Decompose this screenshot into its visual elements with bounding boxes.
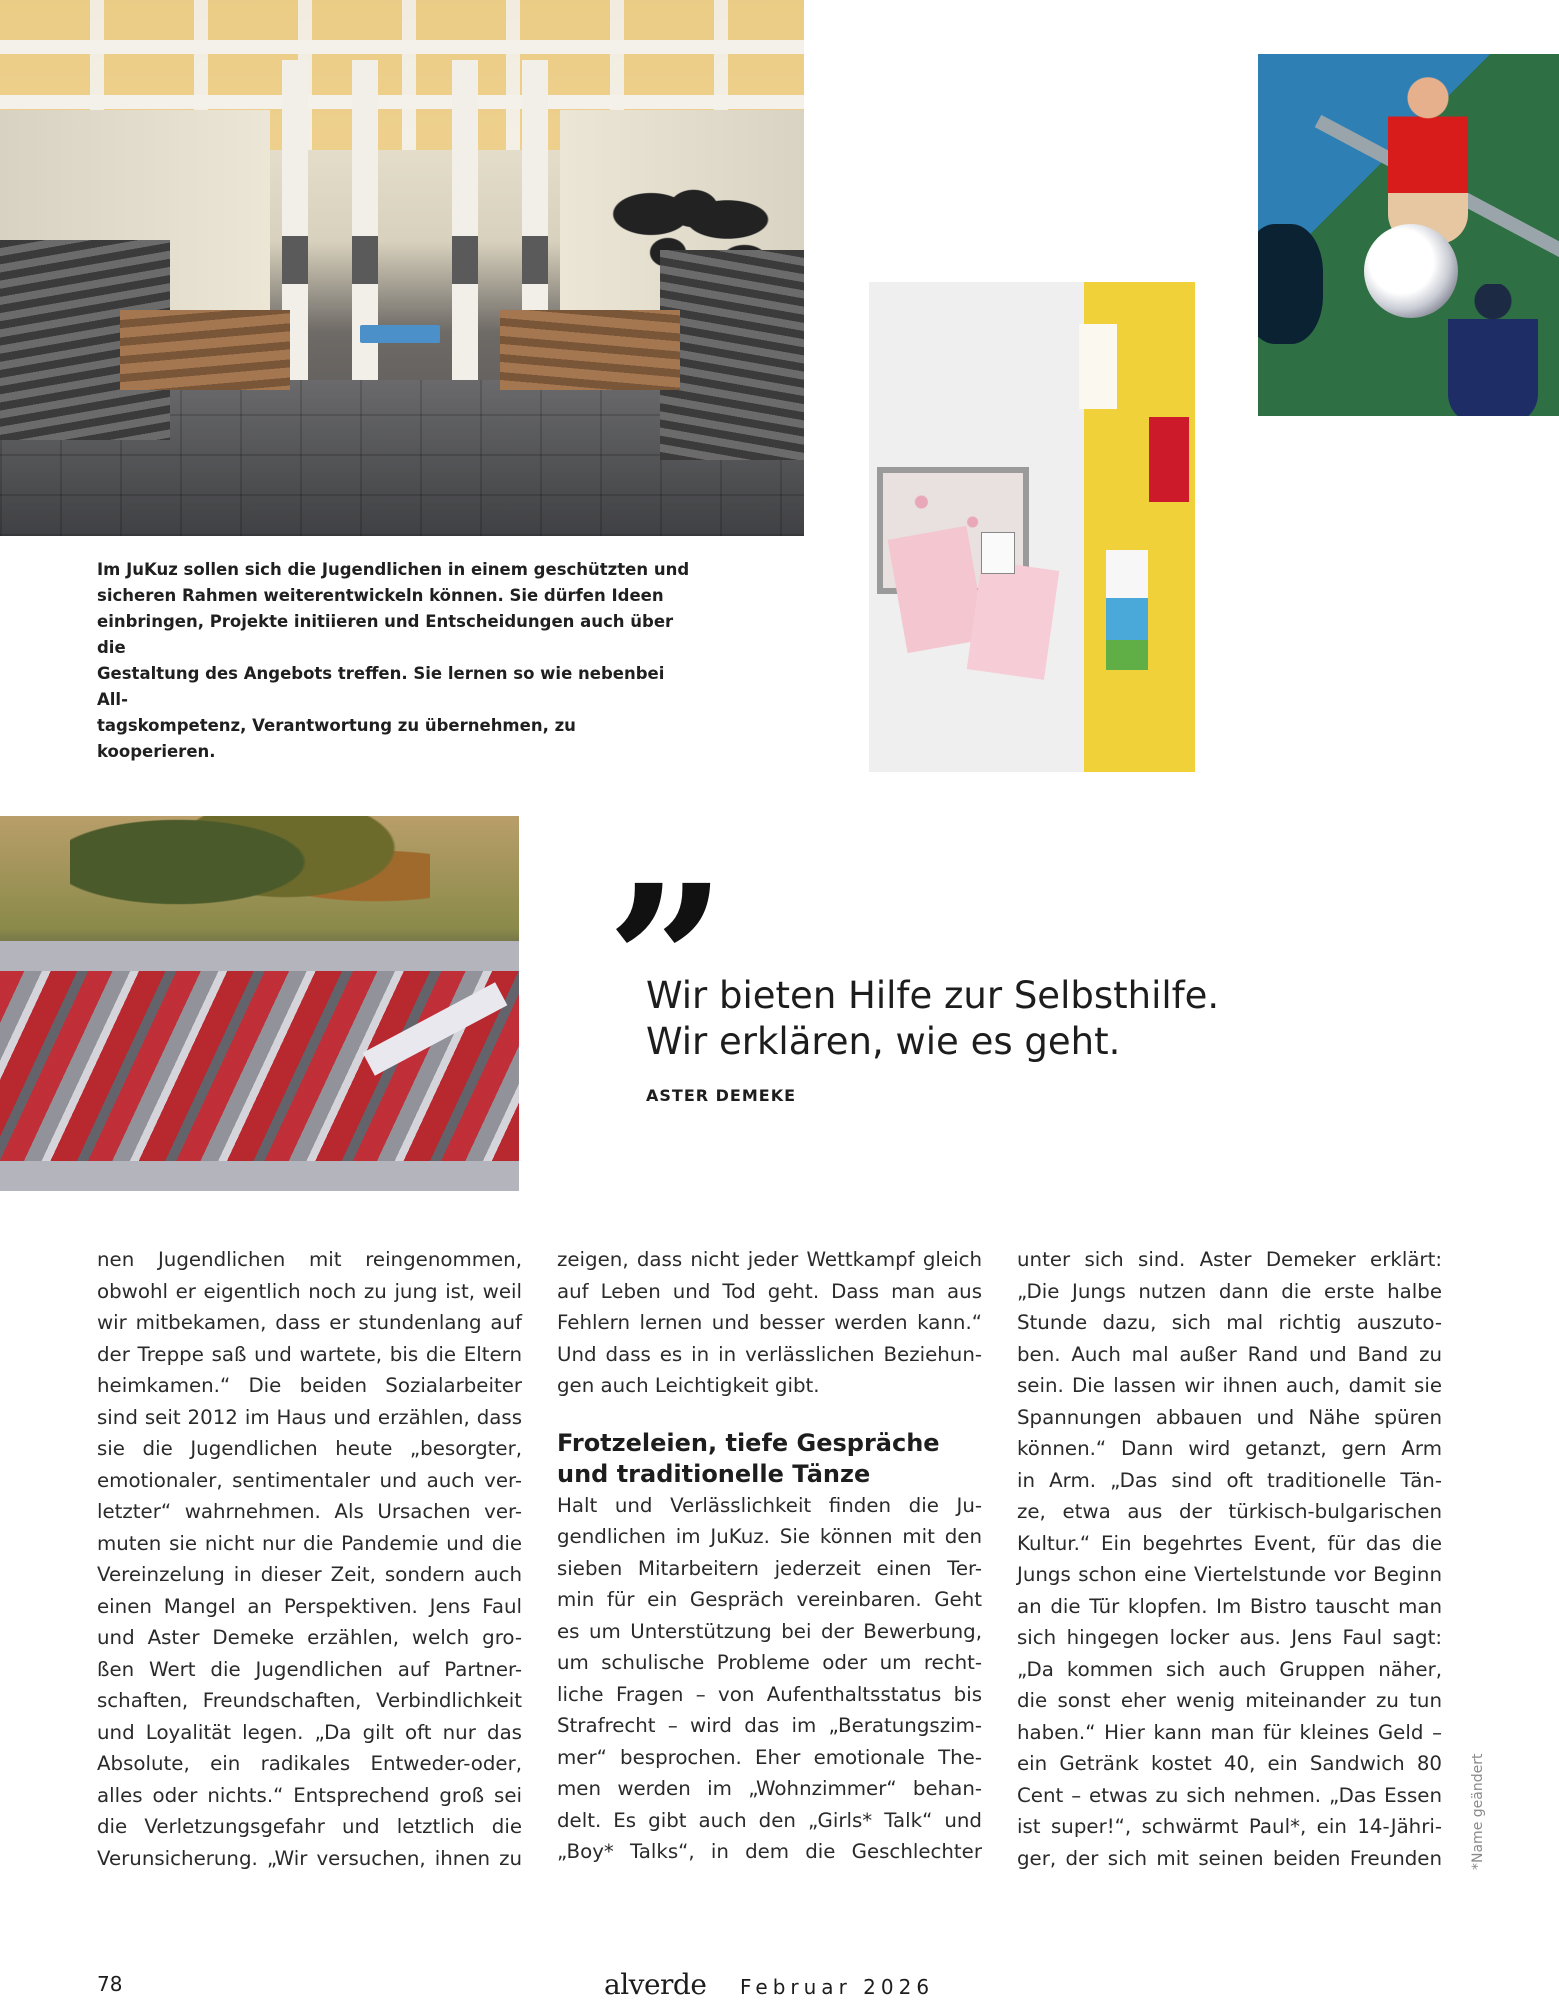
text-line: Und dass es in in verlässlichen Beziehun- [557, 1342, 982, 1366]
text-line: können.“ Dann wird getanzt, gern Arm [1017, 1437, 1442, 1460]
text-line: „Die Jungs nutzen dann die erste halbe [1017, 1279, 1442, 1303]
text-line: auf Leben und Tod geht. Dass man aus [557, 1279, 982, 1303]
text-line: Strafrecht – wird das im „Beratungszim- [557, 1714, 982, 1737]
text-line: sind seit 2012 im Haus und erzählen, dass [97, 1405, 522, 1429]
text-line: Absolute, ein radikales Entweder-oder, [97, 1752, 522, 1775]
text-line: ben. Auch mal außer Rand und Band zu [1017, 1342, 1442, 1366]
article-column-1 [97, 1244, 522, 1874]
pull-quote [646, 973, 1346, 1065]
section-heading-line-1: Frotzeleien, tiefe Gespräche [557, 1428, 940, 1457]
magazine-logo: alverde [604, 1968, 707, 2001]
text-line: ßen Wert die Jugendlichen auf Partner- [97, 1657, 522, 1681]
article-column-3 [1017, 1244, 1442, 1874]
ball-icon [1364, 224, 1458, 318]
side-note: *Name geändert [1470, 1753, 1486, 1870]
text-line: men werden im „Wohnzimmer“ behan- [557, 1777, 982, 1800]
text-line: „Boy* Talks“, in dem die Geschlechter [557, 1840, 982, 1863]
photo-caption: Im JuKuz sollen sich die Jugendlichen in einem geschützten und sicheren Rahmen weiterentwickeln können. Sie dürfen Ideen einbringen, Projekte initiieren und Entscheidungen auch über die Gestaltung des Angebots treffen. Sie lernen so wie nebenbei All- tagskompetenz, Verantwortung zu übernehmen, zu kooperieren. [97, 560, 690, 761]
text-line: es um Unterstützung bei der Bewerbung, [557, 1619, 982, 1643]
photo-foosball [1258, 54, 1559, 416]
text-line: Fehlern lernen und besser werden kann.“ [557, 1311, 982, 1334]
text-line: letzter“ wahrnehmen. Als Ursachen ver- [97, 1500, 522, 1523]
quote-mark-icon: ” [606, 839, 727, 1086]
text-line: sein. Die lassen wir ihnen auch, damit sie [1017, 1374, 1442, 1397]
text-line: heimkamen.“ Die beiden Sozialarbeiter [97, 1374, 522, 1397]
photo-youth-center-hall [0, 0, 804, 536]
section-heading-line-2: und traditionelle Tänze [557, 1459, 871, 1488]
text-line: obwohl er eigentlich noch zu jung ist, weil [97, 1279, 522, 1303]
text-line: schaften, Freundschaften, Verbindlichkeit [97, 1689, 522, 1712]
article-column-2-top [557, 1244, 982, 1402]
text-line: wir mitbekamen, dass er stundenlang auf [97, 1311, 522, 1334]
text-line: Halt und Verlässlichkeit finden die Ju- [557, 1493, 982, 1517]
issue-date: Februar 2026 [740, 1975, 935, 1999]
text-line: gen auch Leichtigkeit gibt. [557, 1374, 820, 1397]
text-line: mer“ besprochen. Eher emotionale The- [557, 1745, 982, 1769]
text-line: gendlichen im JuKuz. Sie können mit den [557, 1525, 982, 1548]
text-line: die sonst eher wenig miteinander zu tun [1017, 1689, 1442, 1712]
text-line: sie die Jugendlichen heute „besorgter, [97, 1437, 522, 1460]
text-line: die Verletzungsgefahr und letztlich die [97, 1815, 522, 1838]
text-line: um schulische Probleme oder um recht- [557, 1651, 982, 1674]
text-line: Jungs schon eine Viertelstunde vor Beginn [1017, 1563, 1442, 1586]
text-line: liche Fragen – von Aufenthaltsstatus bis [557, 1682, 982, 1706]
text-line: Spannungen abbauen und Nähe spüren [1017, 1405, 1442, 1429]
text-line: unter sich sind. Aster Demeker erklärt: [1017, 1248, 1442, 1271]
text-line: ze, etwa aus der türkisch-bulgarischen [1017, 1500, 1442, 1523]
text-line: delt. Es gibt auch den „Girls* Talk“ und [557, 1808, 982, 1832]
text-line: alles oder nichts.“ Entsprechend groß sei [97, 1783, 522, 1807]
text-line: der Treppe saß und wartete, bis die Eltern [97, 1342, 522, 1366]
photo-graffiti-wall [0, 816, 519, 1191]
text-line: ist super!“, schwärmt Paul*, ein 14-Jähri- [1017, 1815, 1442, 1838]
ping-pong-table [360, 325, 440, 343]
text-line: Vereinzelung in dieser Zeit, sondern auch [97, 1563, 522, 1586]
text-line: nen Jugendlichen mit reingenommen, [97, 1248, 522, 1271]
text-line: ein Getränk kostet 40, ein Sandwich 80 [1017, 1752, 1442, 1775]
pull-quote-line-2: Wir erklären, wie es geht. [646, 1020, 1121, 1063]
text-line: sieben Mitarbeitern jederzeit einen Ter- [557, 1556, 982, 1580]
text-line: „Da kommen sich auch Gruppen näher, [1017, 1657, 1442, 1681]
text-line: in Arm. „Das sind oft traditionelle Tän- [1017, 1468, 1442, 1492]
text-line: muten sie nicht nur die Pandemie und die [97, 1531, 522, 1555]
text-line: emotionaler, sentimentaler und auch ver- [97, 1468, 522, 1492]
text-line: ger, der sich mit seinen beiden Freunden [1017, 1846, 1442, 1870]
text-line: zeigen, dass nicht jeder Wettkampf gleich [557, 1248, 982, 1271]
pull-quote-line-1: Wir bieten Hilfe zur Selbsthilfe. [646, 974, 1220, 1017]
quote-author: ASTER DEMEKE [646, 1086, 797, 1105]
photo-notice-board [869, 282, 1195, 772]
article-column-2 [557, 1244, 982, 1868]
text-line: Stunde dazu, sich mal richtig auszuto- [1017, 1311, 1442, 1334]
text-line: und Aster Demeke erzählen, welch gro- [97, 1626, 522, 1649]
text-line: min für ein Gespräch vereinbaren. Geht [557, 1588, 982, 1611]
text-line: haben.“ Hier kann man für kleines Geld – [1017, 1720, 1442, 1744]
text-line: sich hingegen locker aus. Jens Faul sagt: [1017, 1626, 1442, 1649]
article-column-2-bottom [557, 1490, 982, 1868]
text-line: an die Tür klopfen. Im Bistro tauscht man [1017, 1594, 1442, 1618]
text-line: Cent – etwas zu sich nehmen. „Das Essen [1017, 1783, 1442, 1807]
text-line: Verunsicherung. „Wir versuchen, ihnen zu [97, 1846, 522, 1870]
section-heading [557, 1428, 982, 1490]
page-number: 78 [97, 1972, 123, 1996]
text-line: einen Mangel an Perspektiven. Jens Faul [97, 1594, 522, 1618]
text-line: Kultur.“ Ein begehrtes Event, für das die [1017, 1531, 1442, 1555]
text-line: und Loyalität legen. „Da gilt oft nur das [97, 1720, 522, 1744]
